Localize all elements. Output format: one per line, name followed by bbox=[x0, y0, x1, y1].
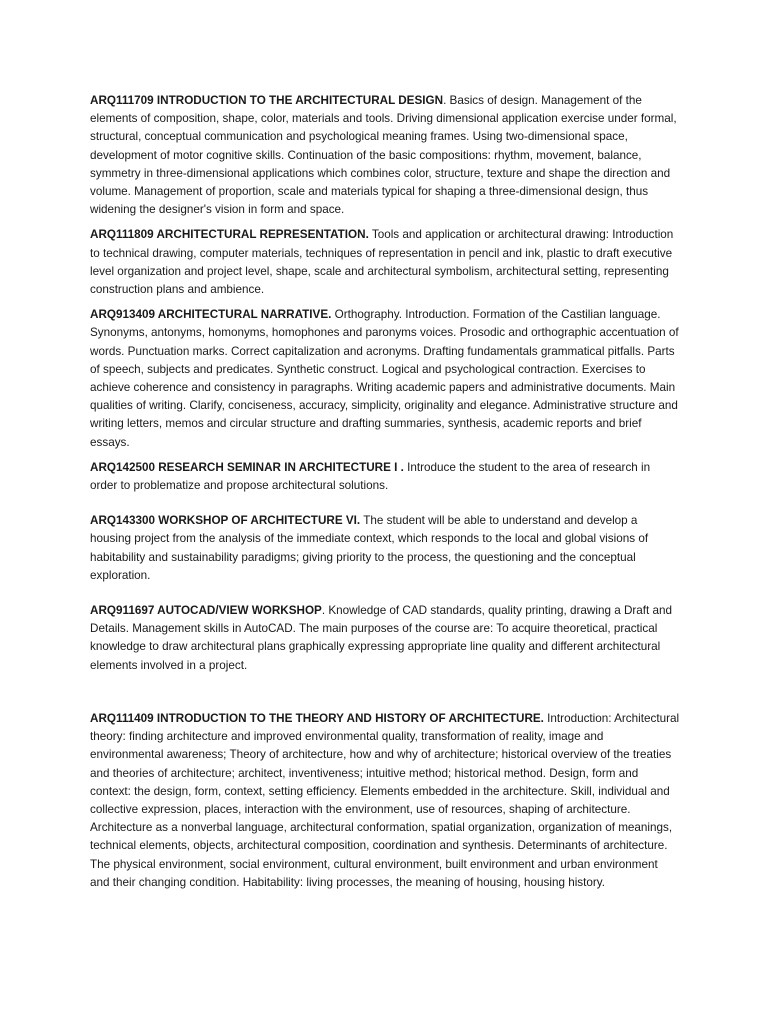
course-heading-punct: . bbox=[321, 604, 326, 618]
course-description: Orthography. Introduction. Formation of the Castilian language. Synonyms, antonyms, homonyms, homophones and paronyms voices. Prosodic and orthographic accentuation of words. Punctuation marks. Correct capitalization and acronyms. Drafting fundamentals grammatical pitfalls. Parts of speech, subjects and predicates. Synthetic construct. Logical and psychological contraction. Exercises to achieve coherence and consistency in paragraphs. Writing academic papers and administrative documents. Main qualities of writing. Clarify, conciseness, accuracy, simplicity, originality and elegance. Administrative structure and writing letters, memos and circular structure and drafting summaries, synthesis, academic reports and brief essays. bbox=[90, 308, 679, 449]
course-heading-punct: . bbox=[443, 94, 447, 107]
course-description: Knowledge of CAD standards, quality printing, drawing a Draft and Details. Management skills in AutoCAD. The main purposes of the course are: To acquire theoretical, practical knowledge to draw architectural plans graphically expressing appropriate line quality and different architectural elements involved in a project. bbox=[90, 604, 673, 672]
document-page bbox=[90, 92, 680, 892]
course-entry-arq111409 bbox=[90, 710, 680, 892]
course-entry-arq111809 bbox=[90, 226, 680, 299]
course-entry-arq911697 bbox=[90, 602, 680, 675]
course-entry-arq111709 bbox=[90, 92, 680, 219]
course-description: Tools and application or architectural drawing: Introduction to technical drawing, computer materials, techniques of representation in pencil and ink, plastic to draft executive level organization and project level, shape, scale and architectural symbolism, architectural setting, representing construction plans and ambience. bbox=[90, 228, 674, 297]
course-entry-arq913409 bbox=[90, 306, 680, 452]
course-heading: ARQ111709 INTRODUCTION TO THE ARCHITECTURAL DESIGN bbox=[90, 94, 444, 107]
course-heading: ARQ111409 INTRODUCTION TO THE THEORY AND HISTORY OF ARCHITECTURE. bbox=[90, 711, 544, 725]
course-description: Introduction: Architectural theory: finding architecture and improved environmental quality, transformation of reality, image and environmental awareness; Theory of architecture, how and why of architecture; historical overview of the treaties and theories of architecture; architect, inventiveness; intuitive method; historical method. Design, form and context: the design, form, context, setting efficiency. Elements embedded in the architecture. Skill, individual and collective expression, places, interaction with the environment, use of resources, shaping of architecture. Architecture as a nonverbal language, architectural conformation, spatial organization, organization of meanings, technical elements, objects, architectural composition, coordination and synthesis. Determinants of architecture. The physical environment, social environment, cultural environment, built environment and urban environment and their changing condition. Habitability: living processes, the meaning of housing, housing history. bbox=[90, 711, 680, 889]
course-heading: ARQ142500 RESEARCH SEMINAR IN ARCHITECTURE I . bbox=[90, 460, 404, 474]
course-description: The student will be able to understand and develop a housing project from the analysis of the immediate context, which responds to the local and global visions of habitability and sustainability paradigms; giving priority to the process, the questioning and the conceptual exploration. bbox=[90, 514, 649, 582]
course-heading: ARQ111809 ARCHITECTURAL REPRESENTATION. bbox=[90, 228, 369, 242]
course-description: Introduce the student to the area of research in order to problematize and propose architectural solutions. bbox=[90, 460, 651, 493]
course-description: Basics of design. Management of the elements of composition, shape, color, materials and tools. Driving dimensional application exercise under formal, structural, conceptual communication and psychological meaning frames. Using two-dimensional space, development of motor cognitive skills. Continuation of the basic compositions: rhythm, movement, balance, symmetry in three-dimensional applications which combines color, structure, texture and shape the direction and volume. Management of proportion, scale and materials typical for shaping a three-dimensional design, thus widening the designer's vision in form and space. bbox=[90, 94, 677, 217]
course-heading: ARQ143300 WORKSHOP OF ARCHITECTURE VI. bbox=[90, 514, 361, 528]
course-entry-arq143300 bbox=[90, 512, 680, 585]
course-heading: ARQ911697 AUTOCAD/VIEW WORKSHOP bbox=[90, 604, 322, 618]
course-heading: ARQ913409 ARCHITECTURAL NARRATIVE. bbox=[90, 308, 332, 322]
course-entry-arq142500 bbox=[90, 459, 680, 495]
